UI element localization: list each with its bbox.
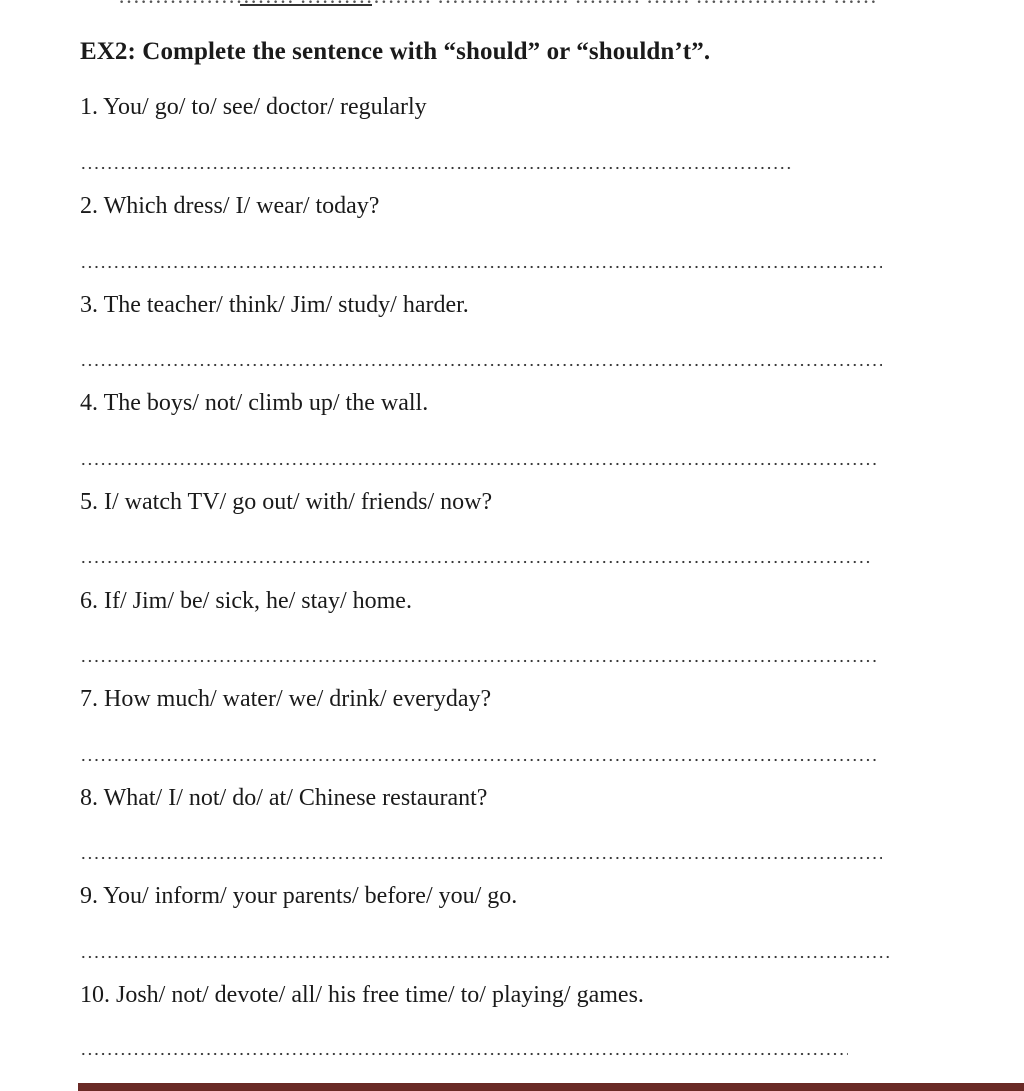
question-10: 10. Josh/ not/ devote/ all/ his free time/ to/ playing/ games. xyxy=(80,982,644,1008)
answer-line-1[interactable] xyxy=(80,166,792,170)
bottom-border-bar xyxy=(78,1083,1024,1091)
answer-line-4[interactable] xyxy=(80,462,878,466)
question-7: 7. How much/ water/ we/ drink/ everyday? xyxy=(80,686,492,712)
exercise-heading: EX2: Complete the sentence with “should” or “shouldn’t”. xyxy=(80,38,711,65)
question-6: 6. If/ Jim/ be/ sick, he/ stay/ home. xyxy=(80,588,412,614)
question-2: 2. Which dress/ I/ wear/ today? xyxy=(80,193,380,219)
answer-line-2[interactable] xyxy=(80,265,882,269)
question-1: 1. You/ go/ to/ see/ doctor/ regularly xyxy=(80,94,427,120)
answer-line-3[interactable] xyxy=(80,363,882,367)
answer-line-5[interactable] xyxy=(80,560,872,564)
answer-line-8[interactable] xyxy=(80,856,882,860)
cropped-underline xyxy=(240,4,372,6)
question-8: 8. What/ I/ not/ do/ at/ Chinese restaurant? xyxy=(80,785,488,811)
answer-line-6[interactable] xyxy=(80,659,878,663)
question-4: 4. The boys/ not/ climb up/ the wall. xyxy=(80,390,429,416)
answer-line-9[interactable] xyxy=(80,955,890,959)
question-9: 9. You/ inform/ your parents/ before/ you/ go. xyxy=(80,883,518,909)
answer-line-7[interactable] xyxy=(80,758,878,762)
question-5: 5. I/ watch TV/ go out/ with/ friends/ now? xyxy=(80,489,493,515)
question-3: 3. The teacher/ think/ Jim/ study/ harder. xyxy=(80,292,469,318)
answer-line-10[interactable] xyxy=(80,1052,848,1056)
